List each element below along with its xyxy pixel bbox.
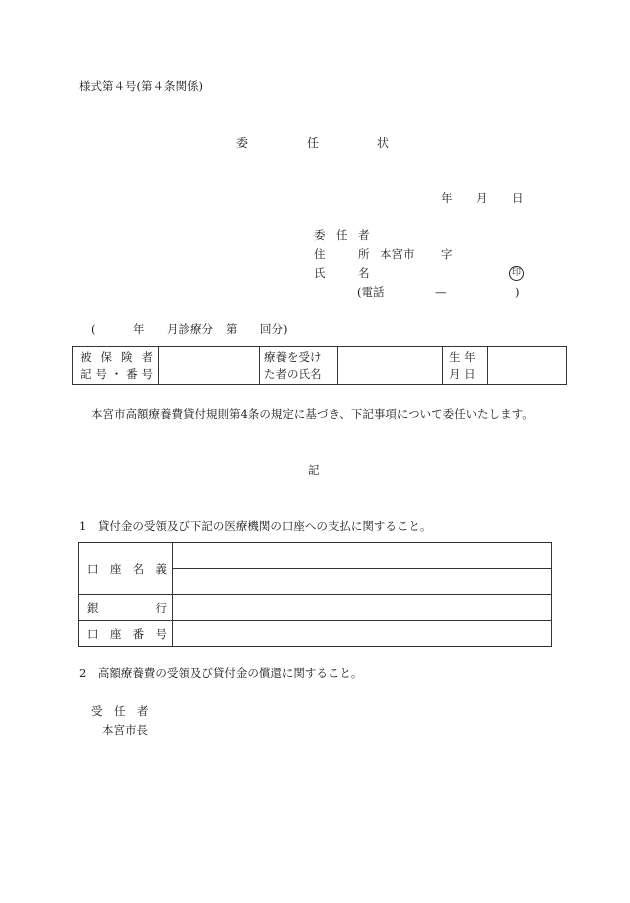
address-label-2: 所: [358, 247, 370, 261]
number-char: 番: [132, 626, 145, 641]
insured-char: 番: [126, 366, 138, 381]
name-label-1: 氏: [314, 266, 326, 280]
account-number-value[interactable]: [173, 621, 552, 647]
title-char-3: 状: [377, 136, 390, 150]
number-char: 号: [155, 626, 167, 641]
bank-char: 行: [155, 600, 167, 615]
recipient-name-label: [260, 347, 338, 385]
period-kai: 回分): [260, 322, 288, 336]
item-1: 1 貸付金の受領及び下記の医療機関の口座への支払に関すること。: [79, 519, 432, 533]
intro-text: 本宮市高額療養費貸付規則第4条の規定に基づき、下記事項について委任いたします。: [91, 407, 534, 421]
date-year: 年: [441, 191, 453, 205]
name-label-2: 名: [358, 266, 370, 280]
ki-heading: 記: [308, 463, 320, 477]
title-char-1: 委: [236, 136, 249, 150]
period-dai: 第: [226, 322, 238, 336]
holder-char: 口: [87, 561, 99, 576]
bank-char: 銀: [87, 600, 99, 615]
account-holder-value[interactable]: [173, 569, 552, 595]
period-month-exam: 月診療分: [167, 322, 213, 336]
delegate-heading-2: 任: [114, 704, 126, 718]
account-holder-kana-value[interactable]: [173, 543, 552, 569]
insured-char: 者: [141, 349, 153, 364]
item-2: 2 高額療養費の受領及び貸付金の償還に関すること。: [79, 666, 363, 680]
form-number: 様式第４号(第４条関係): [79, 79, 203, 93]
number-char: 口: [87, 626, 99, 641]
delegator-heading-3: 者: [358, 228, 370, 242]
phone-close: ): [515, 285, 520, 299]
period-open: (: [91, 322, 96, 336]
recipient-name-value[interactable]: [338, 347, 443, 385]
account-holder-label: [79, 543, 173, 595]
insured-char: 記: [80, 366, 92, 381]
seal-mark: [509, 266, 524, 281]
delegator-heading-2: 任: [336, 228, 348, 242]
address-aza: 字: [441, 247, 453, 261]
delegate-heading-3: 者: [137, 704, 149, 718]
phone-dash: —: [435, 285, 447, 299]
holder-char: 義: [155, 561, 167, 576]
period-year: 年: [133, 322, 145, 336]
insured-char: 保: [100, 349, 112, 364]
delegator-heading-1: 委: [314, 228, 326, 242]
delegate-heading-1: 受: [91, 704, 103, 718]
birthdate-value[interactable]: [488, 347, 567, 385]
address-city: 本宮市: [380, 247, 415, 261]
birth-label-line2: 月 日: [449, 366, 476, 381]
info-table: [72, 346, 567, 385]
insured-number-value[interactable]: [159, 347, 260, 385]
insured-char: 号: [95, 366, 107, 381]
number-char: 座: [109, 626, 122, 641]
holder-char: 座: [109, 561, 122, 576]
delegate-name: 本宮市長: [102, 723, 148, 737]
insured-char: 被: [80, 349, 92, 364]
bank-value[interactable]: [173, 595, 552, 621]
date-day: 日: [512, 191, 524, 205]
birth-label-line1: 生 年: [449, 349, 476, 364]
address-label-1: 住: [314, 247, 326, 261]
recipient-label-line2: た者の氏名: [264, 366, 322, 381]
holder-char: 名: [132, 561, 145, 576]
seal-icon: 印: [509, 266, 524, 281]
insured-number-label: [73, 347, 159, 385]
bank-label: [79, 595, 173, 621]
phone-open: (電話: [357, 285, 385, 299]
recipient-label-line1: 療養を受け: [264, 349, 322, 364]
title-char-2: 任: [307, 136, 320, 150]
account-number-label: [79, 621, 173, 647]
insured-char: ・: [110, 366, 123, 381]
birthdate-label: [443, 347, 488, 385]
insured-char: 号: [141, 366, 153, 381]
date-month: 月: [476, 191, 488, 205]
account-table: [78, 542, 552, 647]
insured-char: 険: [121, 349, 133, 364]
